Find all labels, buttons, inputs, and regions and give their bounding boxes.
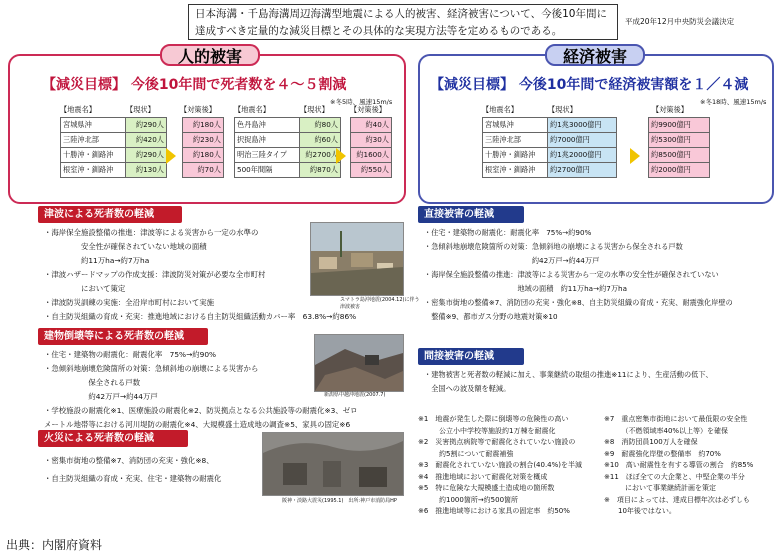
fire-caption: 阪神・淡路大震災(1995.1) 出所:神戸市消防局HP [282,498,397,504]
table-cell: 宮城県沖 [483,118,548,133]
human-table-left-after [182,117,224,178]
human-goal: 【減災目標】 今後10年間で死者数を４～５割減 [42,77,347,93]
direct-body [424,226,733,324]
footnote: 公立小中学校等施設約1万棟を耐震化 [418,426,556,435]
tsunami-caption-2: 津波被害 [340,304,361,310]
direct-heading: 直接被害の軽減 [418,206,524,223]
table-cell: 約30人 [351,133,392,148]
footnote: ※5 特に危険な大規模盛土造成地の箇所数 [418,484,555,492]
fire-damage-photo [262,432,404,496]
table-cell: 三陸沖北部 [61,133,126,148]
table-cell: 約7000億円 [548,133,617,148]
table-cell: 約2700人 [300,148,341,163]
table-cell: 約1兆2000億円 [548,148,617,163]
direct-line: ・海岸保全施設整備の推進：津波等による災害から一定の水準の安全性が確保されていない [424,270,719,279]
footnote: ※7 重点密集市街地において最低限の安全性 [604,415,748,423]
economic-goal: 【減災目標】 今後10年間で経済被害額を１／４減 [430,77,749,93]
header-line-1: 日本海溝・千島海溝周辺海溝型地震による人的被害、経済被害について、今後10年間に [195,8,607,20]
economic-col-now: 【現状】 [548,105,577,114]
direct-line: ・住宅・建築物の耐震化：耐震化率 75%→約90% [424,228,592,237]
table-cell: 約8500億円 [649,148,710,163]
table-cell: 根室沖・釧路沖 [483,163,548,178]
indirect-body [424,368,713,396]
table-cell: 約550人 [351,163,392,178]
footnote: ※2 災害拠点病院等で耐震化されていない施設の [418,438,576,446]
table-cell: 約1600人 [351,148,392,163]
economic-note: ※冬18時、風速15m/s [700,98,767,106]
footnote: において事業継続計画を策定 [604,484,716,492]
table-cell: 十勝沖・釧路沖 [483,148,548,163]
fire-line: ・密集市街地の整備※7、消防団の充実・強化※8、 [44,456,214,465]
building-line: ・学校施設の耐震化※1、医療施設の耐震化※2、防災拠点となる公共施設等の耐震化※3、ゼロ [44,406,358,415]
tsunami-line: において策定 [44,284,126,293]
tsunami-line: 約11万ha→約7万ha [44,256,150,265]
footnotes-right [604,414,753,518]
economic-col-area: 【地震名】 [482,105,518,114]
building-heading: 建物倒壊等による死者数の軽減 [38,328,208,345]
human-col-area-left: 【地震名】 [60,105,96,114]
header-line-2: 達成すべき定量的な減災目標とその具体的な実現方法等を定めるものである。 [195,25,563,37]
table-cell: 約40人 [351,118,392,133]
indirect-line: ・建物被害と死者数の軽減に加え、事業継続の取組の推進※11により、生産活動の低下、 [424,370,713,379]
tsunami-caption-1: スマトラ島沖地震(2004.12)に伴う [340,297,420,303]
footnote: ※11 ほぼ全ての大企業と、中堅企業の半分 [604,472,745,481]
table-cell: 約1兆3000億円 [548,118,617,133]
table-cell: 根室沖・釧路沖 [61,163,126,178]
table-cell: 三陸沖北部 [483,133,548,148]
economic-table-now [482,117,617,178]
table-cell: 約9900億円 [649,118,710,133]
footnote: ※9 耐震強化岸壁の整備率 約70% [604,449,721,458]
table-cell: 宮城県沖 [61,118,126,133]
human-col-after-left: 【対策後】 [180,105,216,114]
table-cell: 色丹島沖 [235,118,300,133]
table-cell: 約2700億円 [548,163,617,178]
tsunami-line: ・津波防災訓練の実施：全沿岸市町村において実施 [44,298,214,307]
indirect-line: 全国への波及額を軽減。 [424,384,511,393]
tsunami-line: ・自主防災組織の育成・充実：推進地域における自主防災組織活動カバー率 63.8%→約86% [44,312,357,321]
human-damage-tab: 人的被害 [160,44,260,66]
table-cell: 約230人 [183,133,224,148]
building-collapse-photo [314,334,404,392]
footnote: 10年後ではない。 [604,507,676,515]
direct-line: 地域の面積 約11万ha→約7万ha [424,284,627,293]
footnote: 約1000箇所→約500箇所 [418,495,519,504]
table-cell: 十勝沖・釧路沖 [61,148,126,163]
table-cell: 択捉島沖 [235,133,300,148]
table-cell: 約180人 [183,148,224,163]
tsunami-line: ・海岸保全施設整備の推進：津波等による災害から一定の水準の [44,228,259,237]
tsunami-damage-photo [310,222,404,296]
footnote: 約5割について耐震補強 [418,449,514,458]
human-note: ※冬5時、風速15m/s [330,98,393,106]
human-table-left-now [60,117,167,178]
footnote: （不燃領域率40%以上等）を確保 [604,426,729,435]
direct-line: 約42万戸→約44万戸 [424,256,600,265]
table-cell: 500年間隔 [235,163,300,178]
table-cell: 約5300億円 [649,133,710,148]
human-col-area-right: 【地震名】 [234,105,270,114]
table-cell: 約290人 [126,118,167,133]
fire-body [44,452,221,488]
decision-note: 平成20年12月中央防災会議決定 [625,17,735,26]
human-col-now-right: 【現状】 [300,105,329,114]
table-cell: 約2000億円 [649,163,710,178]
building-line: ・住宅・建築物の耐震化：耐震化率 75%→約90% [44,350,217,359]
arrow-right-icon [166,148,176,164]
footnote: ※3 耐震化されていない施設の割合(40.4%)を半減 [418,461,583,469]
footnote: ※10 高い耐震性を有する導管の割合 約85% [604,461,754,469]
tsunami-line: ・津波ハザードマップの作成支援：津波防災対策が必要な全市町村 [44,270,266,279]
source-credit: 出典：内閣府資料 [6,538,103,552]
economic-damage-tab: 経済被害 [545,44,645,66]
table-cell: 約180人 [183,118,224,133]
fire-heading: 火災による死者数の軽減 [38,430,188,447]
footnotes-left [418,414,582,518]
table-cell: 約290人 [126,148,167,163]
table-cell: 約870人 [300,163,341,178]
arrow-right-icon [630,148,640,164]
direct-line: ・急傾斜地崩壊危険箇所の対策：急傾斜地の崩壊による災害から保全される戸数 [424,242,683,251]
table-cell: 約70人 [183,163,224,178]
direct-line: 整備※9、都市ガス分野の地震対策※10 [424,312,558,321]
footnote: ※8 消防団員100万人を確保 [604,438,698,446]
footnote: ※4 推進地域において耐震化対策を概成 [418,472,548,481]
building-body [44,348,358,432]
fire-line: ・自主防災組織の育成・充実、住宅・建築物の耐震化 [44,474,222,483]
footnote: ※1 地震が発生した際に倒壊等の危険性の高い [418,415,569,423]
table-cell: 約420人 [126,133,167,148]
economic-table-after [648,117,710,178]
footnote: ※ 項目によっては、達成目標年次は必ずしも [604,495,750,504]
indirect-heading: 間接被害の軽減 [418,348,524,365]
table-cell: 約80人 [300,118,341,133]
table-cell: 約60人 [300,133,341,148]
building-line: 約42万戸→約44万戸 [44,392,158,401]
human-table-right-after [350,117,392,178]
building-line: ・急傾斜地崩壊危険箇所の対策：急傾斜地の崩壊による災害から [44,364,259,373]
economic-col-after: 【対策後】 [652,105,688,114]
human-col-now-left: 【現状】 [126,105,155,114]
tsunami-line: 安全性が確保されていない地域の面積 [44,242,207,251]
building-caption: 新潟県中越沖地震(2007.7) [324,392,386,398]
footnote: ※6 推進地域等における家具の固定率 約50% [418,507,570,515]
building-line: メートル地帯等における河川堤防の耐震化※4、大規模盛土造成地の調査※5、家具の固定※6 [44,420,351,429]
arrow-right-icon [336,148,346,164]
human-col-after-right: 【対策後】 [350,105,386,114]
table-cell: 約130人 [126,163,167,178]
header-box [188,4,618,40]
direct-line: ・密集市街地の整備※7、消防団の充実・強化※8、自主防災組織の育成・充実、耐震強化岸壁の [424,298,733,307]
tsunami-heading: 津波による死者数の軽減 [38,206,182,223]
table-cell: 明治三陸タイプ [235,148,300,163]
human-table-right-now [234,117,341,178]
building-line: 保全される戸数 [44,378,141,387]
